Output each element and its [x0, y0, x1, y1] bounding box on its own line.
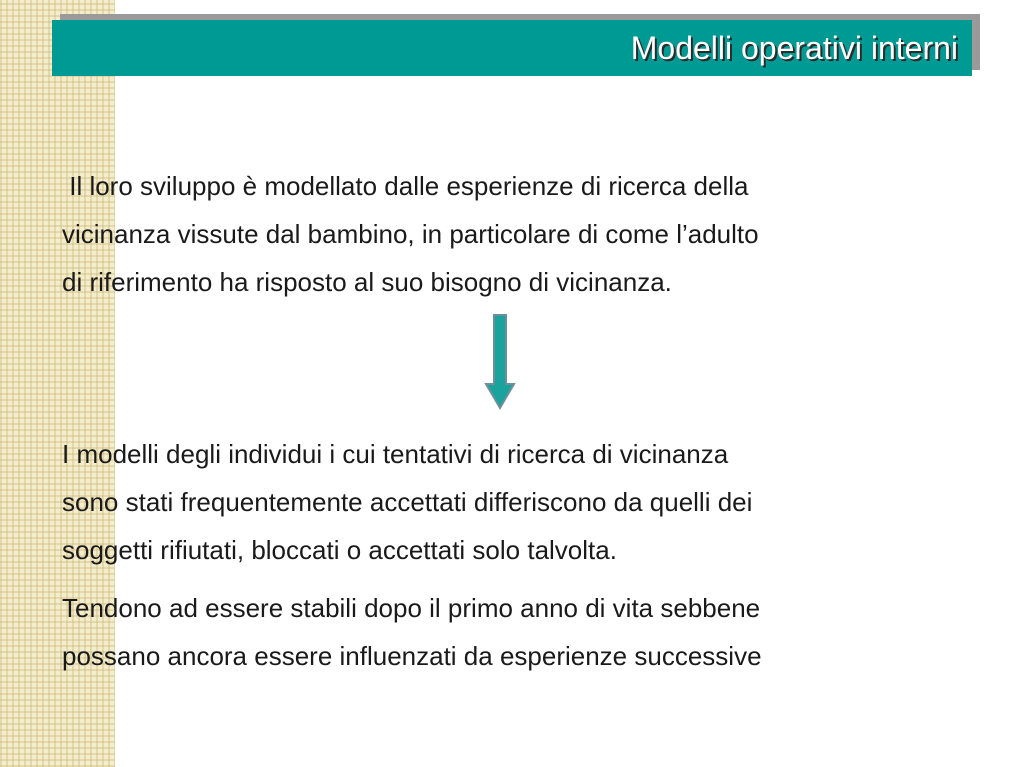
paragraph-development: [62, 162, 759, 306]
paragraph-text: Tendono ad essere stabili dopo il primo anno di vita sebbene possano ancora essere influenzati da esperienze successive: [62, 593, 762, 671]
slide-title: Modelli operativi interni: [630, 30, 958, 66]
title-bar: [52, 20, 972, 76]
down-arrow-icon: [483, 312, 517, 412]
paragraph-text: I modelli degli individui i cui tentativi di ricerca di vicinanza sono stati frequentemente accettati differiscono da quelli dei soggetti rifiutati, bloccati o accettati solo talvolta.: [62, 439, 753, 565]
paragraph-stability: [62, 584, 762, 680]
paragraph-text: Il loro sviluppo è modellato dalle esperienze di ricerca della vicinanza vissute dal bambino, in particolare di come l’adulto di riferimento ha risposto al suo bisogno di vicinanza.: [62, 171, 759, 297]
paragraph-models-comparison: [62, 430, 752, 574]
